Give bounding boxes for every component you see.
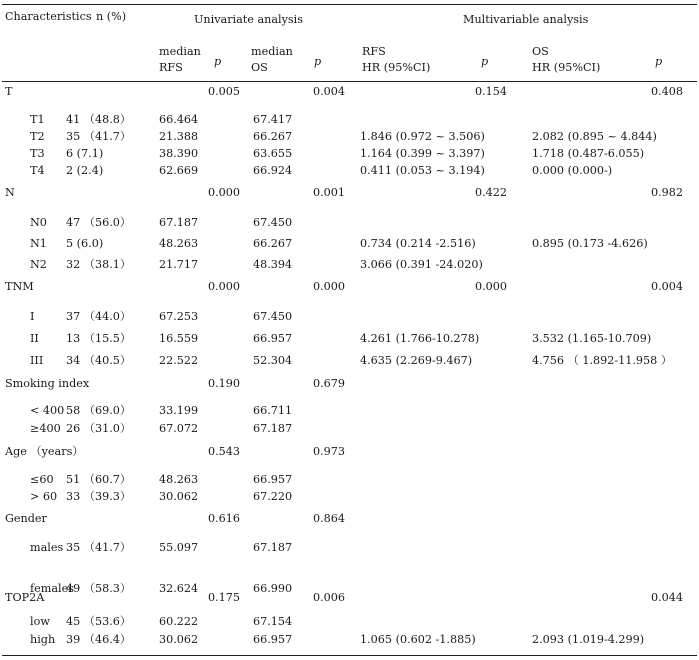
header-os-hr-line2: HR (95%CI) — [532, 61, 601, 74]
cell-n-percent: 37 （44.0） — [66, 310, 132, 323]
row-label: < 400 — [30, 404, 65, 417]
cell-p-univariate-os: 0.006 — [313, 591, 346, 604]
cell-p-univariate-os: 0.864 — [313, 512, 346, 525]
header-characteristics: Characteristics — [5, 10, 92, 23]
row-label: N — [5, 186, 15, 199]
row-label: T1 — [30, 113, 45, 126]
cell-hr-rfs: 0.411 (0.053 ~ 3.194) — [360, 164, 485, 177]
cell-n-percent: 26 （31.0） — [66, 422, 132, 435]
row-label: TOP2A — [5, 591, 45, 604]
cell-hr-rfs: 4.261 (1.766-10.278) — [360, 332, 480, 345]
cell-p-multivariable-rfs: 0.154 — [475, 85, 508, 98]
row-label: TNM — [5, 280, 34, 293]
cell-p-multivariable-rfs: 0.422 — [475, 186, 508, 199]
header-os-hr-line1: OS — [532, 45, 549, 58]
header-rule — [2, 81, 697, 82]
cell-p-univariate-rfs: 0.000 — [208, 186, 241, 199]
cell-median-os: 66.957 — [253, 473, 293, 486]
row-label: low — [30, 615, 50, 628]
cell-median-rfs: 33.199 — [159, 404, 199, 417]
cell-p-univariate-rfs: 0.190 — [208, 377, 241, 390]
cell-p-univariate-rfs: 0.000 — [208, 280, 241, 293]
cell-n-percent: 41 （48.8） — [66, 113, 132, 126]
cell-hr-rfs: 1.846 (0.972 ~ 3.506) — [360, 130, 485, 143]
cell-p-univariate-rfs: 0.616 — [208, 512, 241, 525]
cell-median-rfs: 48.263 — [159, 473, 199, 486]
cell-hr-os: 1.718 (0.487-6.055) — [532, 147, 645, 160]
cell-hr-os: 2.093 (1.019-4.299) — [532, 633, 645, 646]
cell-n-percent: 34 （40.5） — [66, 354, 132, 367]
cell-p-univariate-os: 0.000 — [313, 280, 346, 293]
cell-n-percent: 58 （69.0） — [66, 404, 132, 417]
header-p-os: p — [314, 55, 322, 68]
row-label: females — [30, 582, 74, 595]
cell-p-univariate-os: 0.004 — [313, 85, 346, 98]
row-label: Gender — [5, 512, 47, 525]
cell-median-os: 48.394 — [253, 258, 293, 271]
row-label: Smoking index — [5, 377, 90, 390]
cell-median-os: 66.957 — [253, 332, 293, 345]
row-label: Age （years） — [5, 445, 84, 458]
cell-median-os: 67.450 — [253, 310, 293, 323]
cell-median-rfs: 21.717 — [159, 258, 199, 271]
cell-hr-os: 3.532 (1.165-10.709) — [532, 332, 652, 345]
top-rule — [2, 4, 697, 5]
cell-median-os: 67.220 — [253, 490, 293, 503]
header-median-rfs-line2: RFS — [159, 61, 183, 74]
cell-median-rfs: 55.097 — [159, 541, 199, 554]
cell-p-multivariable-os: 0.408 — [651, 85, 684, 98]
cell-median-os: 67.417 — [253, 113, 293, 126]
cell-hr-os: 0.895 (0.173 -4.626) — [532, 237, 648, 250]
cell-median-rfs: 66.464 — [159, 113, 199, 126]
cell-median-os: 66.957 — [253, 633, 293, 646]
cell-p-univariate-rfs: 0.005 — [208, 85, 241, 98]
header-p-multi-os: p — [655, 55, 663, 68]
cell-median-os: 66.990 — [253, 582, 293, 595]
cell-median-rfs: 30.062 — [159, 490, 199, 503]
cell-median-rfs: 32.624 — [159, 582, 199, 595]
row-label: T4 — [30, 164, 45, 177]
header-rfs-hr-line2: HR (95%CI) — [362, 61, 431, 74]
cell-median-rfs: 67.187 — [159, 216, 199, 229]
cell-hr-rfs: 4.635 (2.269-9.467) — [360, 354, 473, 367]
cell-median-os: 67.450 — [253, 216, 293, 229]
header-p-rfs: p — [214, 55, 222, 68]
row-label: high — [30, 633, 56, 646]
cell-p-univariate-rfs: 0.175 — [208, 591, 241, 604]
cell-median-rfs: 30.062 — [159, 633, 199, 646]
cell-n-percent: 51 （60.7） — [66, 473, 132, 486]
header-multivariable: Multivariable analysis — [463, 13, 589, 26]
cell-hr-rfs: 3.066 (0.391 -24.020) — [360, 258, 483, 271]
header-n-percent: n (%) — [96, 10, 127, 23]
header-median-os-line2: OS — [251, 61, 268, 74]
cell-n-percent: 45 （53.6） — [66, 615, 132, 628]
bottom-rule — [2, 655, 697, 656]
header-median-os-line1: median — [251, 45, 293, 58]
cell-hr-os: 2.082 (0.895 ~ 4.844) — [532, 130, 657, 143]
cell-n-percent: 2 (2.4) — [66, 164, 104, 177]
cell-median-rfs: 22.522 — [159, 354, 199, 367]
cell-median-rfs: 67.072 — [159, 422, 199, 435]
row-label: males — [30, 541, 64, 554]
cell-median-os: 66.267 — [253, 237, 293, 250]
cell-n-percent: 5 (6.0) — [66, 237, 104, 250]
row-label: T — [5, 85, 13, 98]
cell-n-percent: 47 （56.0） — [66, 216, 132, 229]
cell-n-percent: 39 （46.4） — [66, 633, 132, 646]
row-label: II — [30, 332, 39, 345]
cell-median-os: 66.924 — [253, 164, 293, 177]
cell-p-univariate-os: 0.679 — [313, 377, 346, 390]
header-p-multi-rfs: p — [481, 55, 489, 68]
cell-p-univariate-rfs: 0.543 — [208, 445, 241, 458]
cell-median-rfs: 16.559 — [159, 332, 199, 345]
cell-median-os: 52.304 — [253, 354, 293, 367]
cell-median-os: 67.154 — [253, 615, 293, 628]
cell-median-rfs: 48.263 — [159, 237, 199, 250]
cell-median-os: 66.711 — [253, 404, 293, 417]
cell-median-rfs: 60.222 — [159, 615, 199, 628]
cell-hr-rfs: 0.734 (0.214 -2.516) — [360, 237, 476, 250]
row-label: ≥400 — [30, 422, 61, 435]
cell-n-percent: 33 （39.3） — [66, 490, 132, 503]
cell-median-os: 63.655 — [253, 147, 293, 160]
cell-hr-rfs: 1.065 (0.602 -1.885) — [360, 633, 476, 646]
row-label: > 60 — [30, 490, 58, 503]
cell-p-multivariable-os: 0.004 — [651, 280, 684, 293]
cell-n-percent: 32 （38.1） — [66, 258, 132, 271]
row-label: T3 — [30, 147, 45, 160]
header-median-rfs-line1: median — [159, 45, 201, 58]
cell-p-univariate-os: 0.001 — [313, 186, 346, 199]
cell-median-os: 66.267 — [253, 130, 293, 143]
row-label: N0 — [30, 216, 47, 229]
cell-n-percent: 6 (7.1) — [66, 147, 104, 160]
cell-median-rfs: 67.253 — [159, 310, 199, 323]
cell-median-rfs: 21.388 — [159, 130, 199, 143]
cell-hr-os: 0.000 (0.000-) — [532, 164, 613, 177]
row-label: III — [30, 354, 44, 367]
cell-median-os: 67.187 — [253, 541, 293, 554]
cell-hr-os: 4.756 （ 1.892-11.958 ） — [532, 354, 673, 367]
header-univariate: Univariate analysis — [194, 13, 303, 26]
cell-p-multivariable-os: 0.044 — [651, 591, 684, 604]
cell-n-percent: 49 （58.3） — [66, 582, 132, 595]
cell-hr-rfs: 1.164 (0.399 ~ 3.397) — [360, 147, 485, 160]
cell-p-multivariable-os: 0.982 — [651, 186, 684, 199]
cell-median-rfs: 62.669 — [159, 164, 199, 177]
row-label: N2 — [30, 258, 47, 271]
row-label: I — [30, 310, 35, 323]
cell-median-os: 67.187 — [253, 422, 293, 435]
row-label: T2 — [30, 130, 45, 143]
cell-n-percent: 35 （41.7） — [66, 541, 132, 554]
row-label: N1 — [30, 237, 47, 250]
cell-p-multivariable-rfs: 0.000 — [475, 280, 508, 293]
cell-p-univariate-os: 0.973 — [313, 445, 346, 458]
cell-median-rfs: 38.390 — [159, 147, 199, 160]
header-rfs-hr-line1: RFS — [362, 45, 386, 58]
cell-n-percent: 13 （15.5） — [66, 332, 132, 345]
row-label: ≤60 — [30, 473, 54, 486]
cell-n-percent: 35 （41.7） — [66, 130, 132, 143]
